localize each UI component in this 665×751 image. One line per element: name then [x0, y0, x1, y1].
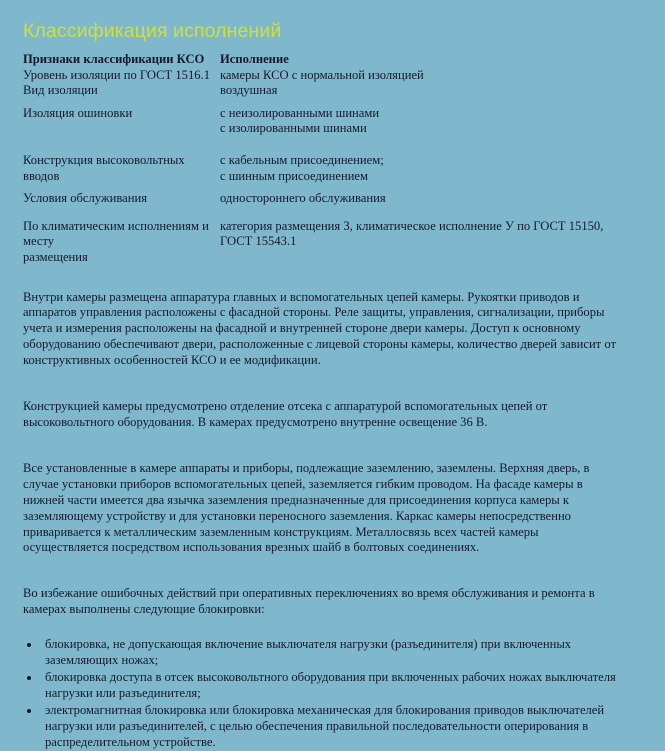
list-item: • блокировка, не допускающая включение выключателя нагрузки (разъединителя) при включенных заземляющих ножах;	[41, 637, 641, 669]
gap-cell	[220, 99, 638, 106]
spec-line: воздушная	[220, 83, 278, 98]
interlocks-list	[23, 637, 641, 750]
list-item: • блокировка доступа в отсек высоковольтного оборудования при включенных рабочих ножах выключателя нагрузки или разъединителя;	[41, 670, 641, 702]
list-item: • электромагнитная блокировка или блокировка механическая для блокирования приводов выключателей нагрузки или разъединителей, с целью обеспечения правильной последовательности оперирования в распределительном устройстве.	[41, 703, 641, 751]
gap-cell	[220, 137, 638, 153]
paragraph-interlocks-intro: Во избежание ошибочных действий при оперативных переключениях во время обслуживания и ремонта в камерах выполнены следующие блокировки:	[23, 586, 595, 617]
table-row	[23, 106, 638, 137]
table-header-left: Признаки классификации КСО	[23, 52, 205, 66]
spec-value-cell	[220, 68, 638, 99]
gap-cell	[23, 207, 220, 219]
spec-line: По климатическим исполнениям и месту	[23, 218, 209, 249]
gap-cell	[220, 207, 638, 219]
spec-value-cell	[220, 106, 638, 137]
paragraph-grounding: Все установленные в камере аппараты и приборы, подлежащие заземлению, заземлены. Верхняя дверь, в случае установки приборов вспомогательных цепей, заземляется гибким проводом. На фасаде камеры в нижней части имеется два язычка заземления предназначенные для присоединения корпуса камеры к заземляющему устройству и для установки переносного заземления. Каркас камеры непосредственно приваривается к металлическим заземленным конструкциям. Металлосвязь всех частей камеры осуществляется посредством использования врезных шайб в болтовых соединениях.	[23, 460, 590, 555]
spec-line: с кабельным присоединением;	[220, 152, 384, 167]
spec-feature-cell	[23, 153, 220, 184]
spec-line: с неизолированными шинами	[220, 105, 380, 120]
spec-value-cell	[220, 191, 638, 207]
spec-value-cell	[220, 153, 638, 184]
gap-cell	[23, 184, 220, 191]
page-title: Классификация исполнений	[23, 20, 282, 43]
table-row-gap	[23, 137, 638, 153]
table-row	[23, 153, 638, 184]
table-row-gap	[23, 99, 638, 106]
spec-line: Уровень изоляции по ГОСТ 1516.1	[23, 67, 210, 82]
spec-feature-cell	[23, 219, 220, 266]
spec-line: размещения	[23, 249, 88, 264]
table-row-gap	[23, 184, 638, 191]
spec-line: с изолированными шинами	[220, 121, 367, 136]
spec-line: камеры КСО с нормальной изоляцией	[220, 67, 424, 82]
spec-feature-cell	[23, 68, 220, 99]
classification-spec-table	[23, 52, 638, 266]
spec-line: с шинным присоединением	[220, 168, 368, 183]
paragraph-compartment-separation: Конструкцией камеры предусмотрено отделение отсека с аппаратурой вспомогательных цепей от высоковольтного оборудования. В камерах предусмотрено внутренне освещение 36 В.	[23, 399, 548, 429]
gap-cell	[220, 184, 638, 191]
table-header-right: Исполнение	[220, 52, 289, 66]
spec-value-cell	[220, 219, 638, 266]
table-row	[23, 219, 638, 266]
spec-line: Условия обслуживания	[23, 191, 147, 206]
content-body	[23, 52, 638, 751]
table-row	[23, 191, 638, 207]
paragraph-internal-equipment: Внутри камеры размещена аппаратура главных и вспомогательных цепей камеры. Рукоятки приводов и аппаратов управления расположены с фасадной стороны. Реле защиты, управления, сигнализации, приборы учета и измерения расположены на фасадной и внутренней стороне двери камеры. Доступ к основному оборудованию обеспечивают двери, расположенные с лицевой стороны камеры, количество дверей зависит от конструктивных особенностей КСО и ее модификации.	[23, 289, 616, 368]
table-row	[23, 68, 638, 99]
spec-line: категория размещения 3, климатическое исполнение У по ГОСТ 15150, ГОСТ 15543.1	[220, 218, 604, 249]
gap-cell	[23, 99, 220, 106]
spec-line: Изоляция ошиновки	[23, 105, 133, 120]
table-header-row	[23, 52, 638, 68]
spec-feature-cell	[23, 191, 220, 207]
spec-line: одностороннего обслуживания	[220, 191, 386, 206]
spec-line: Конструкция высоковольтных вводов	[23, 152, 185, 183]
table-row-gap	[23, 207, 638, 219]
spec-feature-cell	[23, 106, 220, 137]
gap-cell	[23, 137, 220, 153]
spec-line: Вид изоляции	[23, 83, 98, 98]
